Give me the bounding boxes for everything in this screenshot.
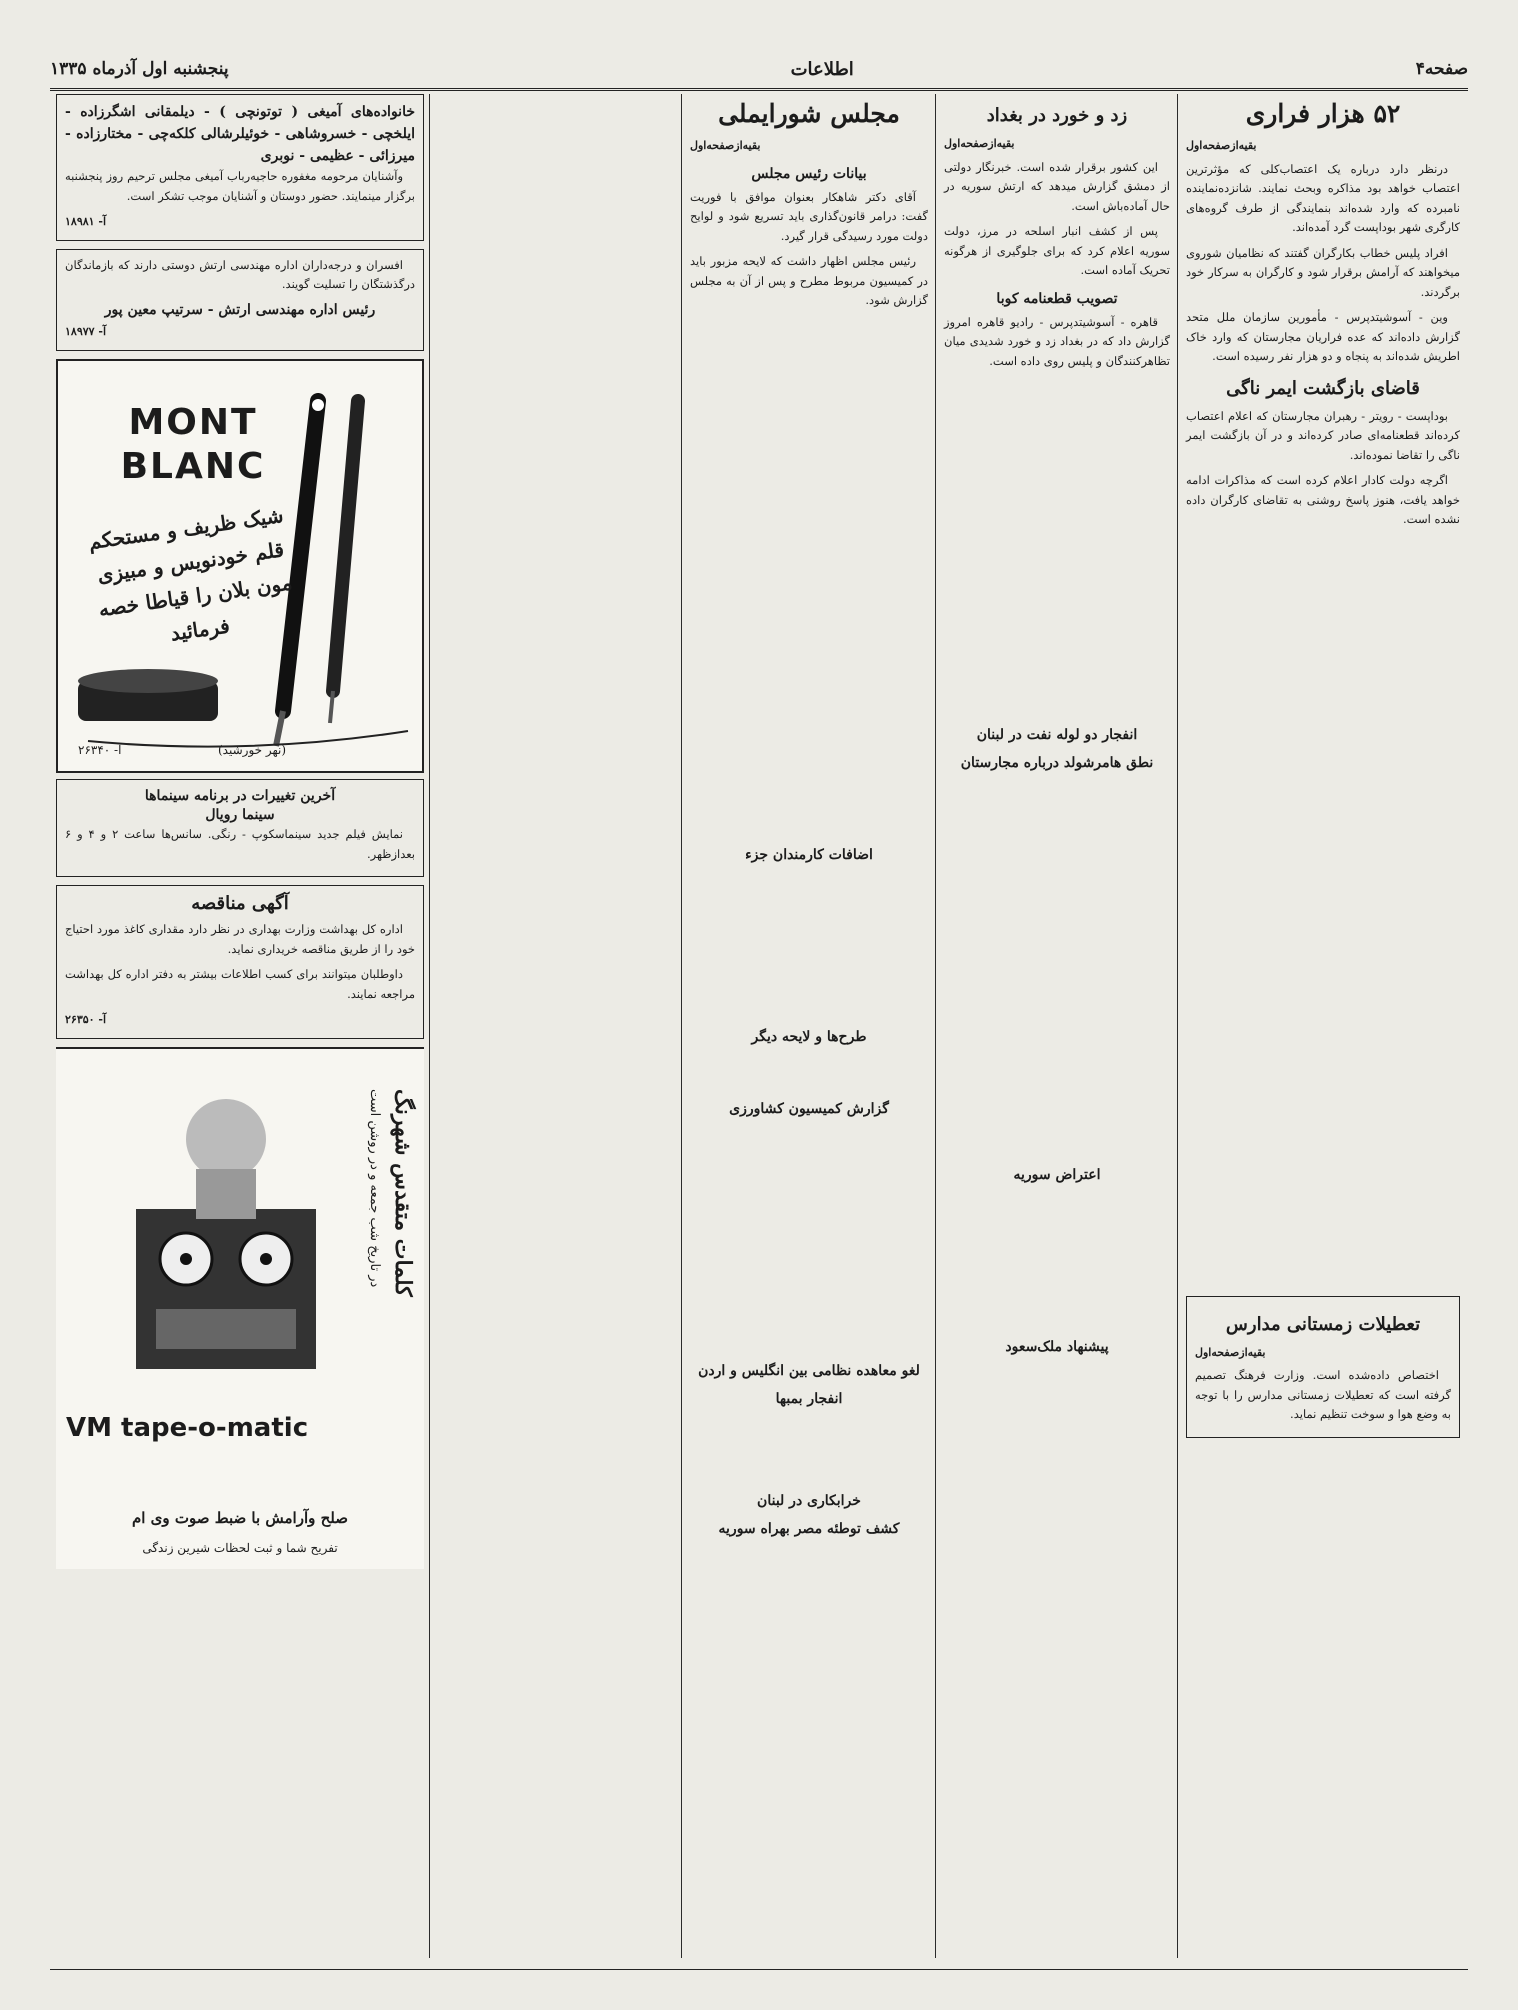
pen-caption: (نهر خورشید) [218, 743, 287, 757]
subheadline-syria-protest: اعتراض سوریه [1013, 1167, 1101, 1183]
byline: بقیه‌ازصفحه‌اول [1186, 139, 1257, 152]
column-3 [682, 94, 936, 1958]
newspaper-name: اطلاعات [790, 58, 854, 80]
army-engineering-box [56, 249, 424, 351]
subheadline-hammarskjold: نطق هامرشولد درباره مجارستان [960, 755, 1154, 771]
tape-ad-title: کلمات متقدس شهرنگ [390, 1088, 416, 1297]
headline-schools: تعطیلات زمستانی مدارس [1225, 1313, 1421, 1335]
article-paragraph: اختصاص داده‌شده است. وزارت فرهنگ تصمیم گرفته است که تعطیلات زمستانی مدارس را با توجه به وضع هوا و سوخت تنظیم نماید. [1195, 1368, 1451, 1421]
article-paragraph: این کشور برقرار شده است. خبرنگار دولتی از دمشق گزارش میدهد که ارتش سوریه در حال آماده‌باش است. [944, 159, 1170, 213]
headline-refugees: ۵۲ هزار فراری [1245, 99, 1401, 128]
article-paragraph: وین - آسوشیتدپرس - مأمورین سازمان ملل متحد گزارش داده‌اند که عده فراریان مجارستان که وارد خاک اطریش شده‌اند به پنجاه و دو هزار نفر رسیده است. [1186, 310, 1460, 363]
cinema-box [56, 779, 424, 878]
subheadline-lebanon-pipeline: انفجار دو لوله نفت در لبنان [976, 727, 1138, 743]
tape-ad-line: در تاریخ شب جمعه و در روشن است [367, 1088, 382, 1287]
subheadline-cuba-resolution: تصویب قطعنامه کوبا [996, 290, 1118, 307]
column-4 [50, 94, 430, 1958]
headline-baghdad: زد و خورد در بغداد [986, 105, 1128, 126]
article-paragraph: درنظر دارد درباره یک اعتصاب‌کلی که مؤثرترین اعتصاب خواهد بود مذاکره وبحث نمایند. شانزده‌نماینده نامبرده که وارد شده‌اند بنمایندگی از طرف گروه‌های کارگری شهر بوداپست گرد آمده‌اند. [1186, 161, 1460, 234]
montblanc-advertisement [56, 359, 424, 773]
obituary-families: خانواده‌های آمیغی ( توتونچی ) - دیلمقانی اشگرزاده - ایلخچی - خسروشاهی - خوئیلرشالی کلکه‌چی - مختارزاده - میرزائی - عظیمی - نوبری [65, 104, 415, 164]
article-paragraph: پس از کشف انبار اسلحه در مرز، دولت سوریه اعلام کرد که برای جلوگیری از هرگونه تحریک آماده است. [944, 224, 1170, 277]
article-paragraph: افراد پلیس خطاب بکارگران گفتند که نظامیان شوروی میخواهند که آرامش برقرار شود و کارگران به سرکار خود برگردند. [1186, 245, 1460, 299]
tape-ad-slogan: صلح وآرامش با ضبط صوت وی ام [132, 1508, 348, 1527]
subheadline-egypt-plot: کشف توطئه مصر بهراه سوریه [718, 1520, 900, 1537]
subheadline-sabotage: خرابکاری در لبنان [757, 1492, 861, 1509]
bottom-rule [50, 1969, 1468, 1970]
subheadline-king-saud: پیشنهاد ملک‌سعود [1005, 1339, 1109, 1355]
subheadline-military-treaty: لغو معاهده نظامی بین انگلیس و اردن [698, 1362, 920, 1379]
article-paragraph: بوداپست - رویتر - رهبران مجارستان که اعلام اعتصاب کرده‌اند قطعنامه‌ای صادر کرده‌اند و در آن بازگشت ایمر ناگی را تقاضا نموده‌اند. [1186, 408, 1460, 462]
byline: بقیه‌ازصفحه‌اول [1195, 1345, 1266, 1359]
article-paragraph: آقای دکتر شاهکار بعنوان موافق با فوریت گفت: درامر قانون‌گذاری باید تسریع شود و لوایح دولت مورد رسیدگی قرار گیرد. [690, 189, 928, 243]
headline-majlis: مجلس شورایملی [718, 99, 900, 128]
obituary-text: وآشنایان مرحومه مغفوره حاجیه‌رباب آمیغی مجلس ترحیم روز پنجشنبه برگزار مینمایند. حضور دوستان و آشنایان موجب تشکر است. [65, 169, 415, 203]
cinema-text: نمایش فیلم جدید سینماسکوپ - رنگی. سانس‌ها ساعت ۲ و ۴ و ۶ بعدازظهر. [65, 827, 415, 861]
ad-number: آ- ۱۸۹۷۷ [65, 325, 106, 338]
signatory: رئیس اداره مهندسی ارتش - سرتیپ معین پور [104, 301, 376, 318]
tender-title: آگهی مناقصه [191, 893, 289, 914]
article-paragraph: اگرچه دولت کادار اعلام کرده است که مذاکرات ادامه خواهد یافت، هنوز پاسخ روشنی به تقاضای کارگران داده نشده است. [1186, 473, 1460, 526]
masthead [50, 50, 1468, 91]
subheadline-agriculture: گزارش کمیسیون کشاورزی [729, 1100, 889, 1117]
subheadline-employees: اضافات کارمندان جزء [745, 846, 873, 863]
obituary-box [56, 94, 424, 241]
condolence-text: افسران و درجه‌داران اداره مهندسی ارتش دوستی دارند که بازماندگان درگذشتگان را تسلیت گویند. [65, 257, 415, 291]
tender-text: داوطلبان میتوانند برای کسب اطلاعات بیشتر به دفتر اداره کل بهداشت مراجعه نمایند. [65, 967, 415, 1001]
montblanc-logo: MONT BLANC [120, 401, 266, 487]
schools-article-box [1186, 1296, 1460, 1438]
byline: بقیه‌ازصفحه‌اول [944, 137, 1015, 150]
ad-number: آ- ۱۸۹۸۱ [65, 215, 106, 228]
ad-number: آ- ۲۶۳۴۰ [78, 743, 122, 757]
pen-slogan: شیک ظریف و مستحکم قلم خودنویس و مبیزی مون بلان را قیاطا خصه فرمائید [87, 502, 294, 646]
tape-recorder-advertisement [56, 1047, 424, 1569]
subheadline-nagy: قاضای بازگشت ایمر ناگی [1226, 377, 1420, 399]
cinema-name: سینما رویال [205, 806, 275, 823]
subheadline-bills: طرح‌ها و لایحه‌ دیگر [751, 1028, 867, 1045]
tape-ad-footer: تفریح شما و ثبت لحظات شیرین زندگی [142, 1541, 338, 1555]
cinema-title: آخرین تغییرات در برنامه سینماها [144, 787, 336, 804]
ad-number: آ- ۲۶۳۵۰ [65, 1013, 106, 1026]
subheadline-speaker: بیانات رئیس مجلس [751, 165, 867, 182]
vm-logo: VM tape-o-matic [66, 1413, 309, 1443]
issue-date: پنجشنبه اول آذرماه ۱۳۳۵ [50, 59, 229, 79]
byline: بقیه‌ازصفحه‌اول [690, 139, 761, 152]
article-paragraph: رئیس مجلس اظهار داشت که لایحه مزبور باید در کمیسیون مربوط مطرح و پس از آن به مجلس گزارش شود. [690, 254, 928, 307]
tender-box [56, 885, 424, 1039]
article-paragraph: قاهره - آسوشیتدپرس - رادیو قاهره امروز گزارش داد که در بغداد زد و خورد شدیدی میان تظاهرکنندگان و پلیس روی داده است. [944, 314, 1170, 368]
column-1 [1178, 94, 1468, 1958]
page-number: صفحه۴ [1415, 59, 1468, 79]
subheadline-bombs: انفجار بمبها [775, 1390, 843, 1407]
column-2 [936, 94, 1178, 1958]
tender-text: اداره کل بهداشت وزارت بهداری در نظر دارد مقداری کاغذ مورد احتیاج خود را از طریق مناقصه خریداری نماید. [65, 922, 415, 956]
